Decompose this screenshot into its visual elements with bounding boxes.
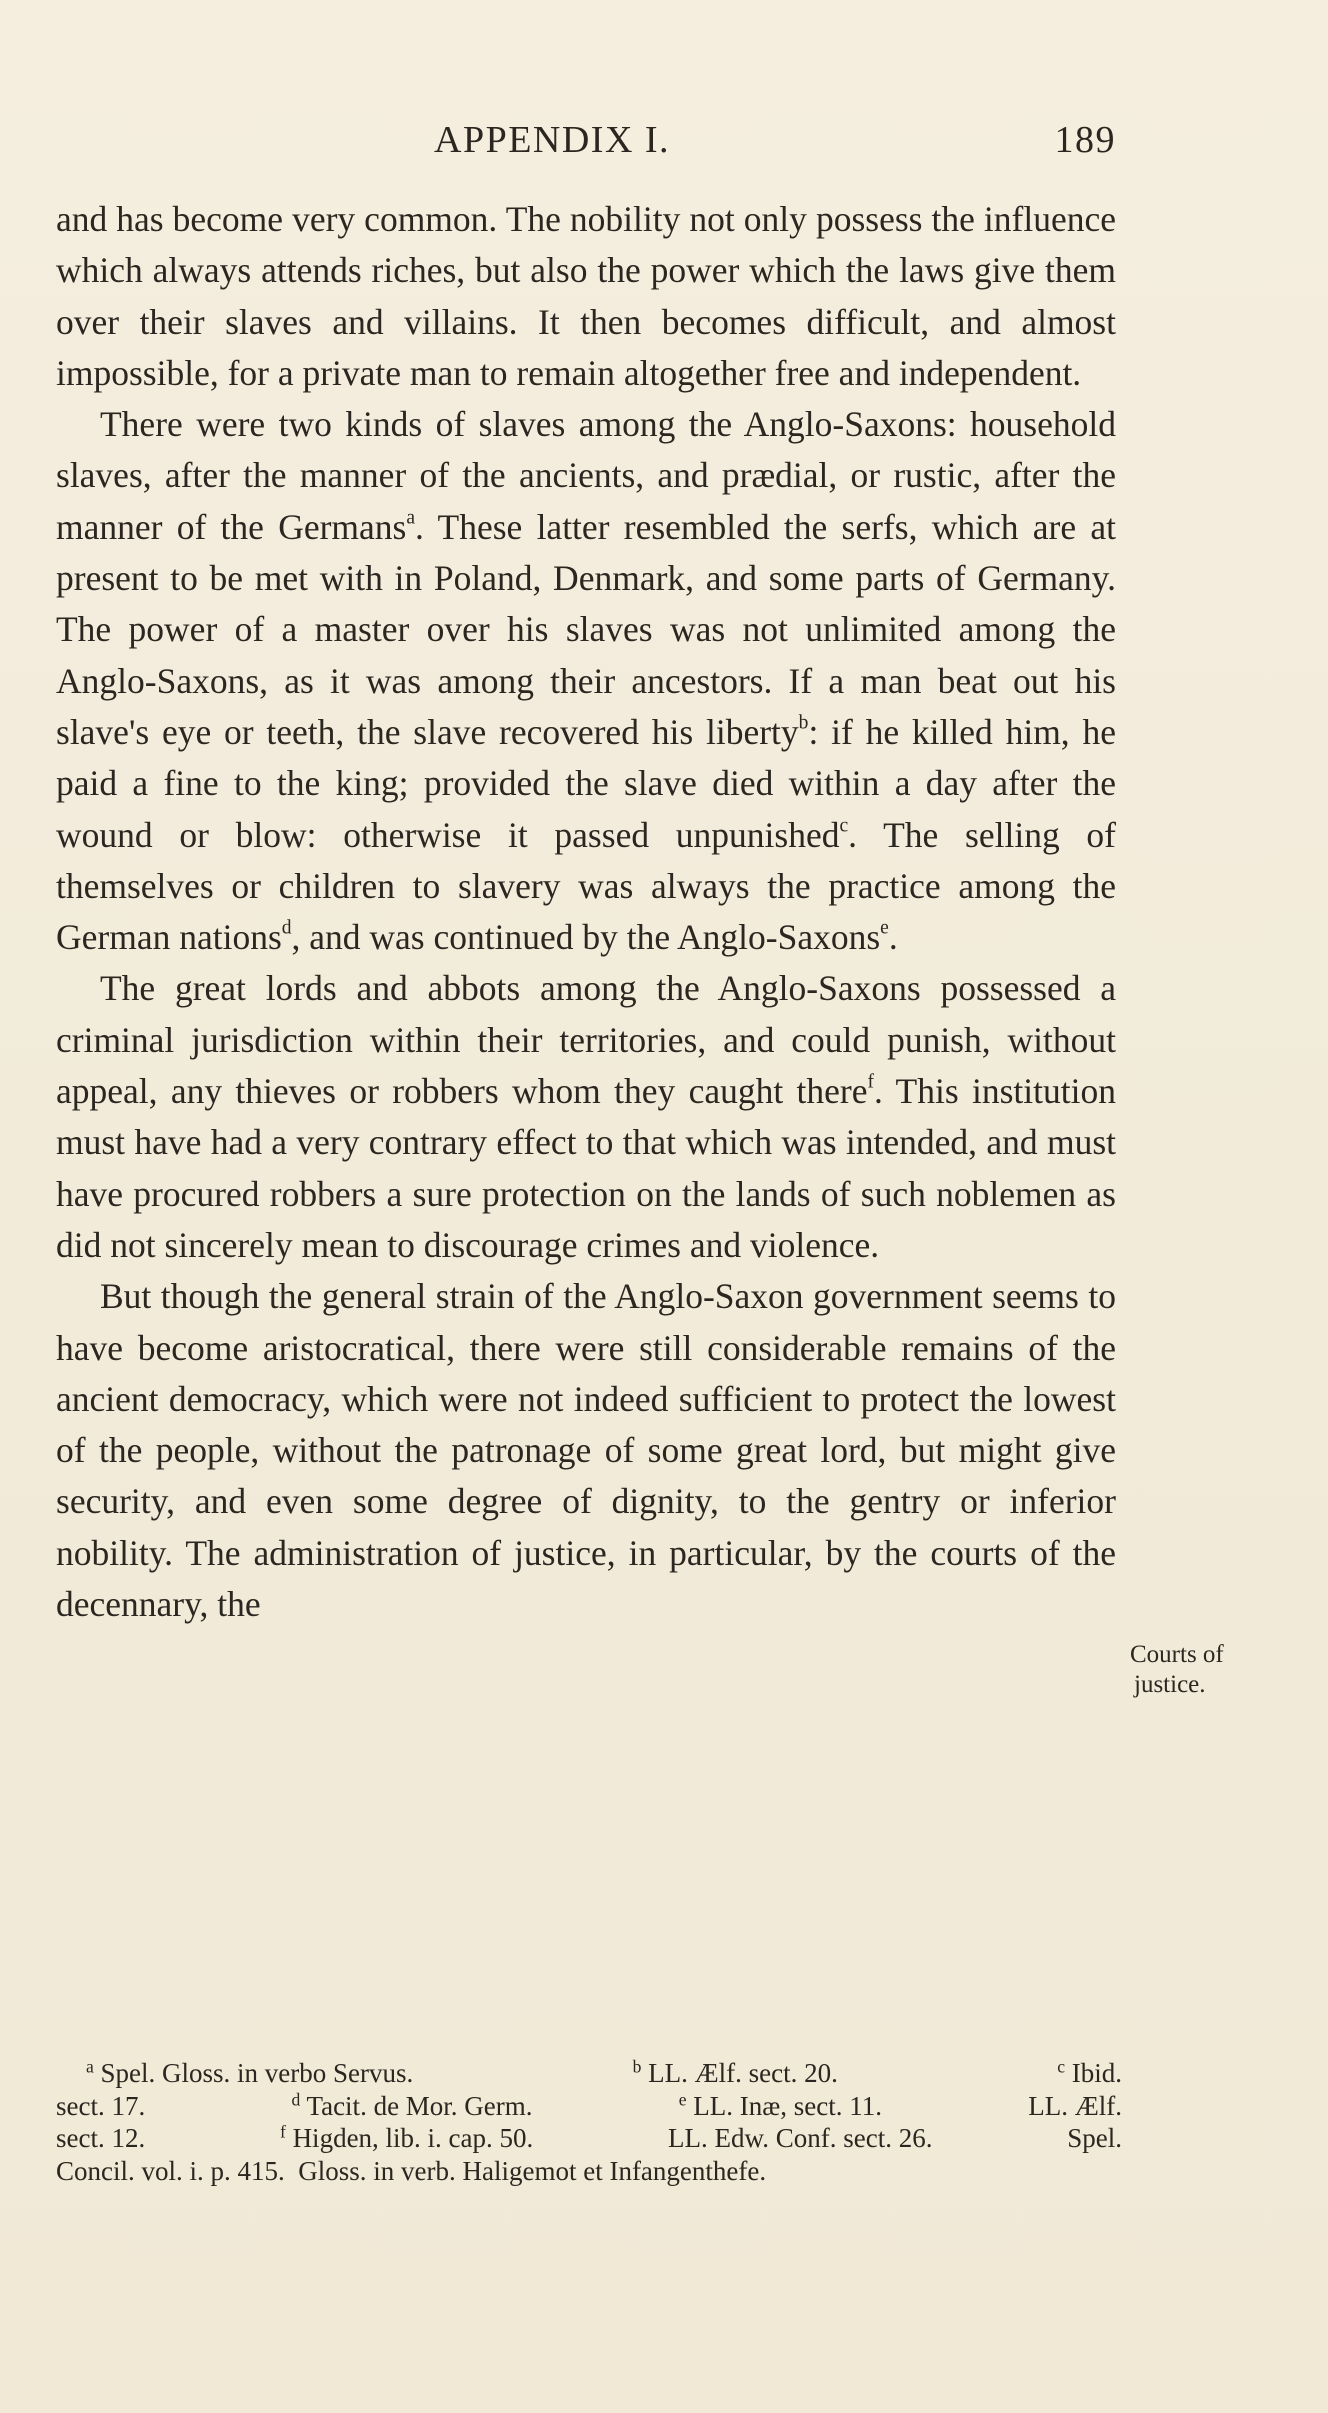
footnote-ref-e[interactable]: e: [880, 917, 889, 939]
margin-note-line-1: Courts of: [1130, 1641, 1224, 1668]
footnote-marker-f: f: [279, 2121, 286, 2142]
footnote-a-text: Spel. Gloss. in verbo Servus.: [100, 2058, 414, 2088]
paragraph-4: [56, 1271, 1116, 1630]
footnote-e-cont: LL. Ælf.: [1028, 2090, 1122, 2121]
footnote-f-text: Higden, lib. i. cap. 50.: [292, 2123, 534, 2153]
margin-note-line-2: justice.: [1134, 1671, 1206, 1698]
footnote-ref-a[interactable]: a: [406, 507, 416, 529]
footnote-f-cont-3: Concil. vol. i. p. 415.: [56, 2155, 285, 2186]
footnote-f-cont: LL. Edw. Conf. sect. 26.: [668, 2123, 933, 2153]
footnote-c-cont: sect. 17.: [56, 2090, 146, 2121]
running-header: [56, 118, 1116, 168]
footnote-c-text: Ibid.: [1071, 2058, 1122, 2088]
paragraph-1: [56, 194, 1116, 399]
footnote-ref-b[interactable]: b: [798, 712, 809, 734]
footnote-f-cont-4: Gloss. in verb. Haligemot et Infangenthefe.: [298, 2155, 767, 2186]
paragraph-2-text-e: , and was continued by the Anglo-Saxons: [291, 917, 881, 958]
paragraph-2-text-d: . The selling of themselves or children to slavery was always the practice among the German nations: [56, 814, 1116, 958]
footnote-b: [633, 2057, 838, 2090]
footnote-d: [291, 2090, 532, 2123]
paragraph-3-text-a: The great lords and abbots among the Anglo-Saxons possessed a criminal jurisdiction within their territories, and could punish, without appeal, any thieves or robbers whom they caught there: [56, 968, 1116, 1112]
footnote-ref-f[interactable]: f: [867, 1071, 874, 1093]
paragraph-1-text: and has become very common. The nobility not only possess the influence which always attends riches, but also the power which the laws give them over their slaves and villains. It then becomes difficult, and almost impossible, for a private man to remain altogether free and independent.: [56, 199, 1116, 393]
paragraph-4-text: But though the general strain of the Anglo-Saxon government seems to have become aristocratical, there were still considerable remains of the ancient democracy, which were not indeed sufficient to protect the lowest of the people, without the patronage of some great lord, but might give security, and even some degree of dignity, to the gentry or inferior nobility. The administration of justice, in particular, by the courts of the decennary, the: [56, 1276, 1116, 1625]
paragraph-2-text-c: : if he killed him, he paid a fine to the king; provided the slave died within a day after the wound or blow: otherwise it passed unpunished: [56, 711, 1116, 855]
page-number: 189: [1054, 119, 1116, 161]
footnote-ref-c[interactable]: c: [839, 814, 849, 836]
paragraph-3-text-b: . This institution must have had a very contrary effect to that which was intended, and must have procured robbers a sure protection on the lands of such noblemen as did not sincerely mean to discourage crimes and violence.: [56, 1071, 1116, 1265]
footnote-c: [1057, 2057, 1122, 2090]
footnote-marker-b: b: [632, 2056, 642, 2077]
footnote-e-cont-2: sect. 12.: [56, 2123, 146, 2153]
footnote-b-text: LL. Ælf. sect. 20.: [648, 2058, 838, 2088]
paragraph-2-text-f: .: [888, 917, 898, 958]
footnote-line-1: [56, 2057, 1122, 2090]
footnote-marker-a: a: [86, 2056, 94, 2077]
paragraph-2-text-a: There were two kinds of slaves among the Anglo-Saxons: household slaves, after the manner of the ancients, and prædial, or rustic, after the manner of the Germans: [56, 404, 1116, 547]
footnote-marker-c: c: [1057, 2056, 1065, 2077]
paragraph-2-text-b: . These latter resembled the serfs, which are at present to be met with in Poland, Denmark, and some parts of Germany. The power of a master over his slaves was not unlimited among the Anglo-Saxons, as it was among their ancestors. If a man beat out his slave's eye or teeth, the slave recovered his liberty: [56, 506, 1116, 752]
footnote-a: [56, 2057, 413, 2090]
footnote-e-text: LL. Inæ, sect. 11.: [693, 2090, 882, 2121]
footnote-e: [679, 2090, 882, 2123]
footnote-f-cont-2: Spel.: [1067, 2123, 1122, 2153]
footnotes: [56, 2057, 1122, 2187]
footnote-line-2: [56, 2090, 1122, 2123]
footnote-d-text: Tacit. de Mor. Germ.: [306, 2090, 533, 2121]
margin-note: [1130, 1640, 1270, 1700]
footnote-f: [280, 2122, 533, 2155]
paragraph-3: [56, 963, 1116, 1271]
footnote-line-4: [56, 2155, 1122, 2188]
footnote-line-3: [56, 2122, 1122, 2155]
running-title: APPENDIX I.: [434, 119, 671, 161]
footnote-ref-d[interactable]: d: [281, 917, 292, 939]
main-text: [56, 194, 1116, 1630]
footnote-marker-d: d: [291, 2088, 301, 2109]
footnote-marker-e: e: [678, 2088, 687, 2109]
paragraph-2: [56, 399, 1116, 963]
